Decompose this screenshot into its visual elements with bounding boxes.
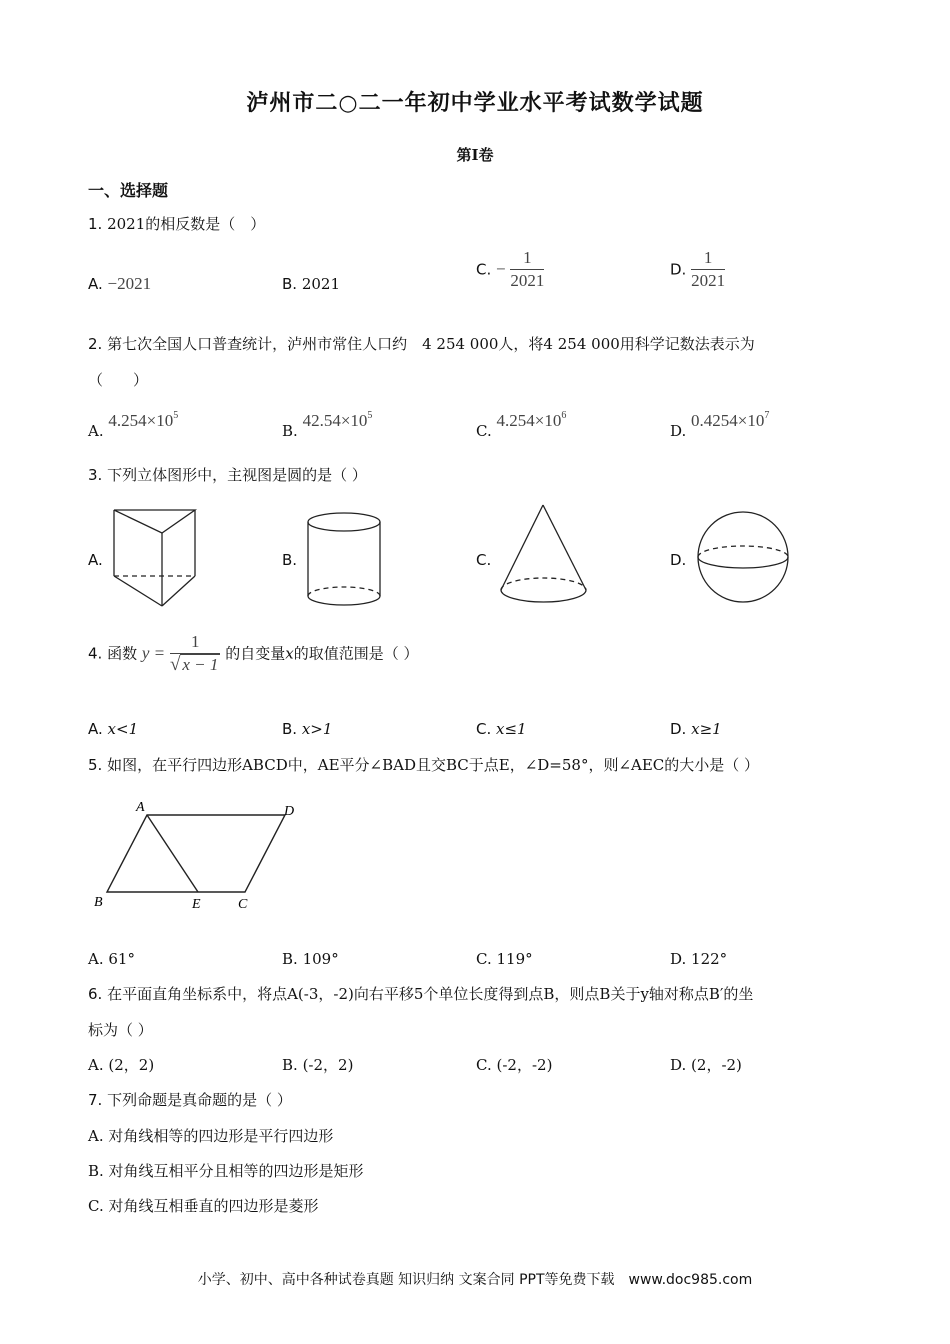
- triangular-prism-figure: [108, 505, 200, 609]
- footer-text: 小学、初中、高中各种试卷真题 知识归纳 文案合同 PPT等免费下载 www.doc985.com: [197, 1272, 753, 1288]
- parallelogram-figure: [90, 796, 310, 916]
- cone-figure: [497, 502, 591, 606]
- cylinder-figure: [303, 508, 385, 610]
- q5-option-d: D. 122°: [670, 950, 728, 968]
- question-6: 6. 在平面直角坐标系中，将点A(-3，-2)向右平移5个单位长度得到点B，则点B关于y轴对称点B′的坐: [88, 985, 754, 1003]
- label-d: D: [284, 804, 295, 819]
- q2-option-d: D. $0.4254\times 10^7$: [670, 410, 770, 440]
- question-4: 4. 函数 y = $\frac{1}{√ x - 1}$ 的自变量x的取值范围是（ ）: [88, 632, 419, 675]
- q4-option-c: C. x≤1: [476, 720, 527, 738]
- q3-option-d: D.: [670, 551, 687, 569]
- q5-option-c: C. 119°: [476, 950, 533, 968]
- label-b: B: [94, 895, 103, 910]
- question-2: 2. 第七次全国人口普查统计，泸州市常住人口约 4 254 000人，将4 254 000用科学记数法表示为: [88, 335, 755, 353]
- q3-option-a: A.: [88, 551, 103, 569]
- q2-option-a: A. $4.254\times 10^5$: [88, 410, 179, 440]
- volume-label: 第Ⅰ卷: [456, 146, 494, 164]
- sphere-figure: [693, 510, 793, 606]
- q4-option-a: A. x<1: [88, 720, 139, 738]
- q1-option-c: C. − $\frac{1}{2021}$: [476, 248, 545, 290]
- section-heading: 一、选择题: [88, 181, 169, 200]
- q2-option-b: B. $42.54\times 10^5$: [282, 410, 373, 440]
- q6-option-b: B. (-2，2): [282, 1056, 354, 1074]
- q2-option-c: C. $4.254\times 10^6$: [476, 410, 567, 440]
- q1-option-b: B. 2021: [282, 275, 341, 293]
- label-a: A: [136, 800, 145, 815]
- q3-option-b: B.: [282, 551, 298, 569]
- question-7: 7. 下列命题是真命题的是（ ）: [88, 1091, 292, 1109]
- question-3: 3. 下列立体图形中，主视图是圆的是（ ）: [88, 466, 367, 484]
- q5-option-b: B. 109°: [282, 950, 339, 968]
- label-c: C: [238, 897, 248, 912]
- label-e: E: [192, 897, 201, 912]
- question-2-line2: （ ）: [88, 371, 149, 389]
- q4-option-b: B. x>1: [282, 720, 333, 738]
- q6-option-c: C. (-2，-2): [476, 1056, 553, 1074]
- q7-option-b: B. 对角线互相平分且相等的四边形是矩形: [88, 1162, 364, 1180]
- page-title: 泸州市二○二一年初中学业水平考试数学试题: [246, 90, 704, 116]
- q3-option-c: C.: [476, 551, 492, 569]
- question-6-line2: 标为（ ）: [88, 1021, 153, 1039]
- question-5: 5. 如图，在平行四边形ABCD中，AE平分∠BAD且交BC于点E，∠D=58°，则∠AEC的大小是（ ）: [88, 756, 760, 774]
- q4-option-d: D. x≥1: [670, 720, 722, 738]
- q1-option-a: A. −2021: [88, 274, 152, 293]
- q7-option-a: A. 对角线相等的四边形是平行四边形: [88, 1127, 334, 1145]
- q6-option-a: A. (2，2): [88, 1056, 155, 1074]
- q6-option-d: D. (2，-2): [670, 1056, 742, 1074]
- q1-option-d: D. $\frac{1}{2021}$: [670, 248, 726, 290]
- q7-option-c: C. 对角线互相垂直的四边形是菱形: [88, 1197, 319, 1215]
- question-1: 1. 2021的相反数是（ ）: [88, 215, 266, 233]
- q5-option-a: A. 61°: [88, 950, 135, 968]
